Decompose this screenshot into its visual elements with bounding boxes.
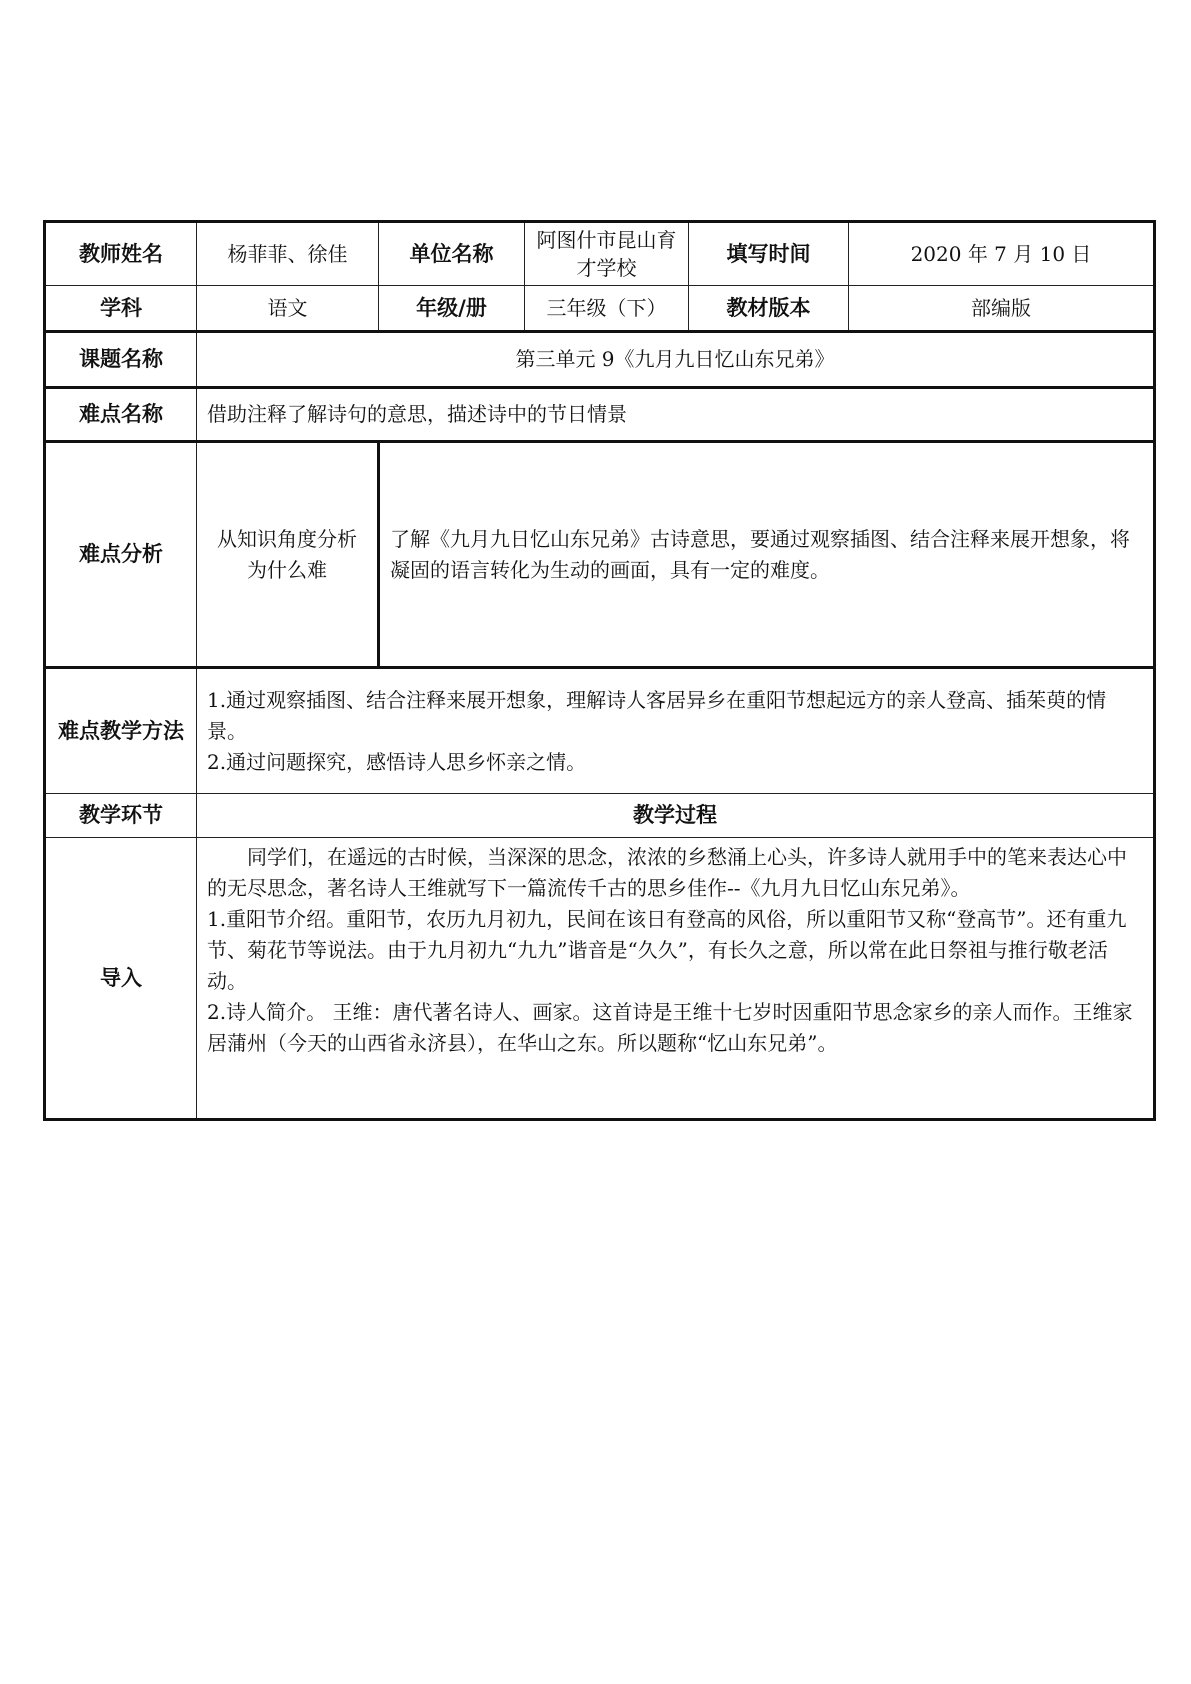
- process-header: 教学过程: [197, 794, 1155, 838]
- method-row: [45, 668, 1155, 794]
- difficulty-row: [45, 388, 1155, 442]
- intro-paragraph: 同学们，在遥远的古时候，当深深的思念，浓浓的乡愁涌上心头，许多诗人就用手中的笔来表达心中的无尽思念，著名诗人王维就写下一篇流传千古的思乡佳作--《九月九日忆山东兄弟》。: [207, 845, 1127, 900]
- topic-value: 第三单元 9《九月九日忆山东兄弟》: [197, 332, 1155, 388]
- stage-header: 教学环节: [45, 794, 197, 838]
- process-header-row: [45, 794, 1155, 838]
- info-row-1: [45, 222, 1155, 286]
- lesson-plan-sheet: [43, 220, 1153, 1121]
- analysis-sub-label: 从知识角度分析为什么难: [197, 442, 379, 668]
- method-line: 1.通过观察插图、结合注释来展开想象，理解诗人客居异乡在重阳节想起远方的亲人登高、插茱萸的情景。: [207, 687, 1107, 743]
- teacher-name-value: 杨菲菲、徐佳: [197, 222, 379, 286]
- grade-label: 年级/册: [379, 286, 525, 332]
- grade-value: 三年级（下）: [525, 286, 689, 332]
- unit-name-label: 单位名称: [379, 222, 525, 286]
- edition-value: 部编版: [849, 286, 1155, 332]
- topic-row: [45, 332, 1155, 388]
- analysis-value: 了解《九月九日忆山东兄弟》古诗意思，要通过观察插图、结合注释来展开想象，将凝固的语言转化为生动的画面，具有一定的难度。: [379, 442, 1155, 668]
- fill-date-label: 填写时间: [689, 222, 849, 286]
- unit-name-value: 阿图什市昆山育才学校: [525, 222, 689, 286]
- fill-date-value: 2020 年 7 月 10 日: [849, 222, 1155, 286]
- intro-paragraph: 2.诗人简介。 王维：唐代著名诗人、画家。这首诗是王维十七岁时因重阳节思念家乡的亲人而作。王维家居蒲州（今天的山西省永济县），在华山之东。所以题称“忆山东兄弟”。: [207, 1000, 1133, 1055]
- analysis-row: [45, 442, 1155, 668]
- teacher-name-label: 教师姓名: [45, 222, 197, 286]
- lesson-plan-table: [43, 220, 1156, 1121]
- subject-value: 语文: [197, 286, 379, 332]
- edition-label: 教材版本: [689, 286, 849, 332]
- intro-content: [197, 838, 1155, 1120]
- difficulty-value: 借助注释了解诗句的意思，描述诗中的节日情景: [197, 388, 1155, 442]
- info-row-2: [45, 286, 1155, 332]
- topic-label: 课题名称: [45, 332, 197, 388]
- intro-label: 导入: [45, 838, 197, 1120]
- method-label: 难点教学方法: [45, 668, 197, 794]
- method-content: [197, 668, 1155, 794]
- method-line: 2.通过问题探究，感悟诗人思乡怀亲之情。: [207, 749, 587, 774]
- intro-paragraph: 1.重阳节介绍。重阳节，农历九月初九，民间在该日有登高的风俗，所以重阳节又称“登高节”。还有重九节、菊花节等说法。由于九月初九“九九”谐音是“久久”，有长久之意，所以常在此日祭祖与推行敬老活动。: [207, 907, 1127, 993]
- intro-row: [45, 838, 1155, 1120]
- difficulty-label: 难点名称: [45, 388, 197, 442]
- analysis-label: 难点分析: [45, 442, 197, 668]
- subject-label: 学科: [45, 286, 197, 332]
